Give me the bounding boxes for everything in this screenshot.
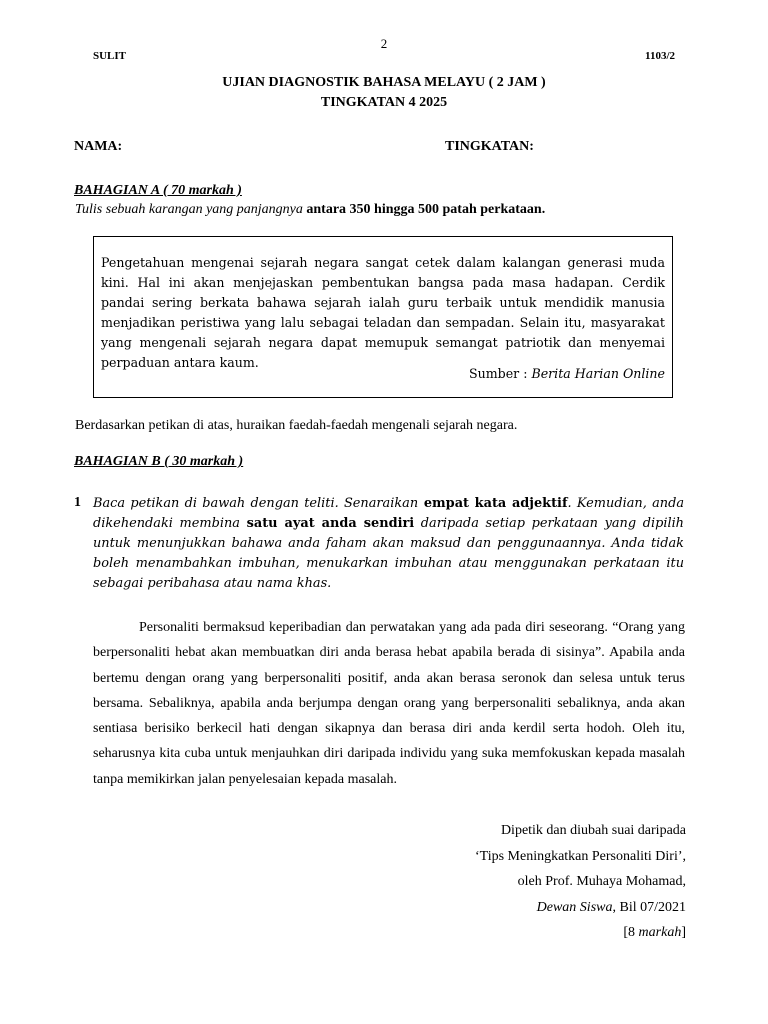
citation-block xyxy=(386,818,686,946)
form-label: TINGKATAN: xyxy=(445,139,534,154)
section-a-source xyxy=(469,366,665,381)
instruction-bold: antara 350 hingga 500 patah perkataan. xyxy=(302,202,546,217)
instruction-italic: Tulis sebuah karangan yang panjangnya xyxy=(75,202,303,217)
section-b-instruction xyxy=(93,494,684,594)
instruction-part-2: . Kemudian, anda dikehendaki membina xyxy=(93,496,684,531)
page-number: 2 xyxy=(380,36,388,51)
section-a-instruction xyxy=(75,202,545,218)
marks xyxy=(386,920,686,946)
magazine-name: Dewan Siswa xyxy=(536,899,613,915)
section-b-passage xyxy=(93,615,685,792)
paper-code: 1103/2 xyxy=(645,50,675,62)
source-label: Sumber : xyxy=(468,366,532,381)
source-name: Berita Harian Online xyxy=(531,366,665,381)
name-label: NAMA: xyxy=(74,139,123,154)
section-b-heading: BAHAGIAN B ( 30 markah ) xyxy=(74,454,244,469)
exam-subtitle: TINGKATAN 4 2025 xyxy=(320,95,448,110)
exam-title: UJIAN DIAGNOSTIK BAHASA MELAYU ( 2 JAM ) xyxy=(222,75,546,90)
section-a-passage-box xyxy=(93,236,673,398)
instruction-part-3: daripada setiap perkataan yang dipilih untuk menunjukkan bahawa anda faham akan maksud dan penggunaannya. Anda tidak boleh menambahkan imbuhan, menukarkan imbuhan atau menggunakan perkataan itu sebagai peribahasa atau nama khas. xyxy=(93,516,684,591)
citation-line-2: ‘Tips Meningkatkan Personaliti Diri’, xyxy=(474,848,686,864)
instruction-part-1: Baca petikan di bawah dengan teliti. Senaraikan xyxy=(93,496,419,511)
classification-mark: SULIT xyxy=(93,50,127,62)
question-number: 1 xyxy=(74,495,81,510)
section-a-question: Berdasarkan petikan di atas, huraikan faedah-faedah mengenali sejarah negara. xyxy=(75,418,518,433)
magazine-issue: , Bil 07/2021 xyxy=(612,899,686,915)
instruction-bold-2: satu ayat anda sendiri xyxy=(246,516,415,531)
citation-line-3: oleh Prof. Muhaya Mohamad, xyxy=(517,874,686,889)
section-a-heading: BAHAGIAN A ( 70 markah ) xyxy=(74,183,242,198)
marks-word: markah xyxy=(638,925,682,940)
citation-line-1: Dipetik dan diubah suai daripada xyxy=(500,823,686,838)
instruction-bold-1: empat kata adjektif xyxy=(418,496,568,511)
marks-close: ] xyxy=(681,925,686,940)
section-a-passage: Pengetahuan mengenai sejarah negara sangat cetek dalam kalangan generasi muda kini. Hal ini akan menjejaskan pembentukan bangsa pada masa hadapan. Cerdik pandai sering berkata bahawa sejarah ialah guru terbaik untuk mendidik manusia menjadikan peristiwa yang lalu sebagai teladan dan sempadan. Selain itu, masyarakat yang mengenali sejarah negara dapat memupuk semangat patriotik dan menyemai perpaduan antara kaum. xyxy=(101,255,665,370)
passage-paragraph: Personaliti bermaksud keperibadian dan perwatakan yang ada pada diri seseorang. “Orang yang berpersonaliti hebat akan membuatkan diri anda berasa hebat apabila berada di sisinya”. Apabila anda bertemu dengan orang yang berpersonaliti positif, anda akan berasa seronok dan selesa untuk terus bersama. Sebaliknya, apabila anda berjumpa dengan orang yang berpersonaliti sebaliknya, anda akan sentiasa berisiko berkecil hati dengan sikapnya dan berasa diri anda kerdil serta hodoh. Oleh itu, seharusnya kita cuba untuk menjauhkan diri daripada individu yang suka memfokuskan kepada masalah tanpa memikirkan jalan penyelesaian kepada masalah. xyxy=(93,620,685,787)
marks-open: [8 xyxy=(623,925,639,940)
citation-line-4 xyxy=(386,895,686,921)
